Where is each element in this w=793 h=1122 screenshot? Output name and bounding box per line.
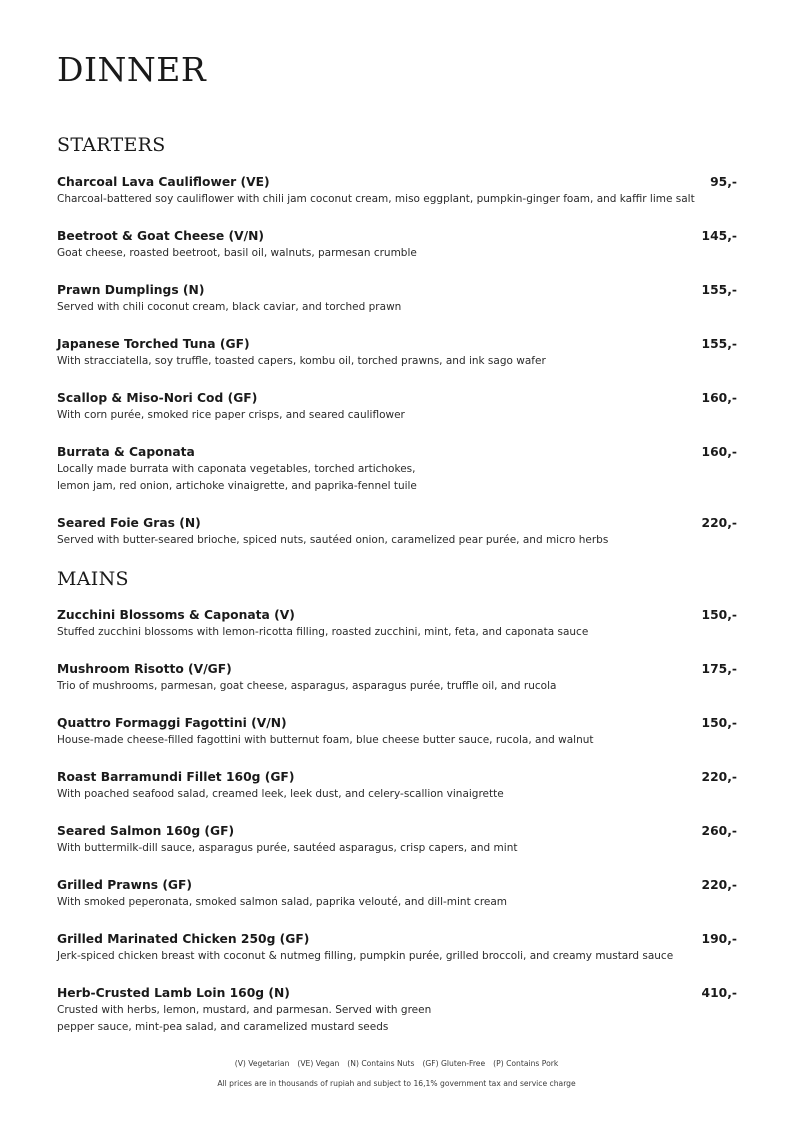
menu-item-price: 150,- <box>701 716 737 730</box>
page-title: DINNER <box>57 50 207 89</box>
menu-item-description: Charcoal-battered soy cauliflower with chili jam coconut cream, miso eggplant, pumpkin-ginger foam, and kaffir lime salt <box>57 193 695 205</box>
menu-item-description: With stracciatella, soy truffle, toasted capers, kombu oil, torched prawns, and ink sago wafer <box>57 355 546 367</box>
menu-item-description: pepper sauce, mint-pea salad, and caramelized mustard seeds <box>57 1021 389 1033</box>
menu-item-header <box>57 443 737 461</box>
menu-item <box>57 227 737 262</box>
menu-item-header <box>57 660 737 678</box>
legend-entry: (VE) Vegan <box>297 1059 340 1068</box>
menu-item-header <box>57 930 737 948</box>
menu-item-description: Served with chili coconut cream, black caviar, and torched prawn <box>57 301 402 313</box>
menu-item-header <box>57 768 737 786</box>
menu-item <box>57 443 737 495</box>
menu-item-name: Grilled Marinated Chicken 250g (GF) <box>57 932 310 946</box>
menu-item-header <box>57 714 737 732</box>
menu-item <box>57 335 737 370</box>
menu-item-name: Herb-Crusted Lamb Loin 160g (N) <box>57 986 290 1000</box>
menu-item-name: Zucchini Blossoms & Caponata (V) <box>57 608 295 622</box>
legend-entry: (V) Vegetarian <box>234 1059 290 1068</box>
menu-item-name: Burrata & Caponata <box>57 445 195 459</box>
menu-item-description: With corn purée, smoked rice paper crisps, and seared cauliflower <box>57 409 405 421</box>
menu-item-header <box>57 984 737 1002</box>
menu-item-name: Roast Barramundi Fillet 160g (GF) <box>57 770 295 784</box>
menu-item-name: Japanese Torched Tuna (GF) <box>57 337 250 351</box>
menu-item-name: Beetroot & Goat Cheese (V/N) <box>57 229 264 243</box>
mains-list <box>57 606 737 1055</box>
menu-item-price: 190,- <box>701 932 737 946</box>
menu-item-description: With poached seafood salad, creamed leek, leek dust, and celery-scallion vinaigrette <box>57 788 504 800</box>
menu-item-header <box>57 606 737 624</box>
menu-item <box>57 281 737 316</box>
menu-item-header <box>57 876 737 894</box>
menu-item <box>57 822 737 857</box>
menu-item-header <box>57 173 737 191</box>
menu-item-header <box>57 335 737 353</box>
menu-item-header <box>57 514 737 532</box>
menu-item-price: 260,- <box>701 824 737 838</box>
section-title-mains: MAINS <box>57 568 129 590</box>
menu-item-name: Charcoal Lava Cauliflower (VE) <box>57 175 270 189</box>
menu-item-description: With buttermilk-dill sauce, asparagus purée, sautéed asparagus, crisp capers, and mint <box>57 842 518 854</box>
menu-item-price: 95,- <box>710 175 737 189</box>
legend-entry: (P) Contains Pork <box>493 1059 559 1068</box>
menu-item-name: Seared Salmon 160g (GF) <box>57 824 235 838</box>
menu-item-description: With smoked peperonata, smoked salmon salad, paprika velouté, and dill-mint cream <box>57 896 508 908</box>
menu-item-price: 160,- <box>701 391 737 405</box>
menu-item-price: 160,- <box>701 445 737 459</box>
menu-item-price: 175,- <box>701 662 737 676</box>
menu-item-description: Jerk-spiced chicken breast with coconut & nutmeg filling, pumpkin purée, grilled broccoli, and creamy mustard sauce <box>57 950 674 962</box>
menu-item-description: Locally made burrata with caponata vegetables, torched artichokes, <box>57 463 416 475</box>
menu-item-name: Prawn Dumplings (N) <box>57 283 205 297</box>
menu-item-price: 145,- <box>701 229 737 243</box>
menu-item-description: Goat cheese, roasted beetroot, basil oil, walnuts, parmesan crumble <box>57 247 417 259</box>
menu-item <box>57 714 737 749</box>
dietary-legend <box>0 1059 793 1069</box>
menu-item-name: Seared Foie Gras (N) <box>57 516 201 530</box>
menu-item <box>57 514 737 549</box>
menu-item-price: 155,- <box>701 283 737 297</box>
menu-item <box>57 984 737 1036</box>
menu-item-description: Served with butter-seared brioche, spiced nuts, sautéed onion, caramelized pear purée, and micro herbs <box>57 534 609 546</box>
menu-item-description: Crusted with herbs, lemon, mustard, and parmesan. Served with green <box>57 1004 432 1016</box>
menu-item-name: Grilled Prawns (GF) <box>57 878 193 892</box>
menu-item-header <box>57 389 737 407</box>
menu-item <box>57 930 737 965</box>
menu-item-name: Scallop & Miso-Nori Cod (GF) <box>57 391 258 405</box>
legend-entry: (N) Contains Nuts <box>347 1059 415 1068</box>
menu-item-price: 220,- <box>701 516 737 530</box>
menu-item-header <box>57 227 737 245</box>
menu-item-price: 220,- <box>701 878 737 892</box>
legend-entry: (GF) Gluten-Free <box>422 1059 486 1068</box>
starters-list <box>57 173 737 568</box>
menu-item-description: Stuffed zucchini blossoms with lemon-ricotta filling, roasted zucchini, mint, feta, and caponata sauce <box>57 626 589 638</box>
menu-item-price: 150,- <box>701 608 737 622</box>
menu-item <box>57 606 737 641</box>
menu-item-description: Trio of mushrooms, parmesan, goat cheese, asparagus, asparagus purée, truffle oil, and rucola <box>57 680 557 692</box>
price-note: All prices are in thousands of rupiah and subject to 16,1% government tax and service charge <box>217 1079 576 1088</box>
menu-item <box>57 173 737 208</box>
menu-item-price: 220,- <box>701 770 737 784</box>
menu-item-name: Mushroom Risotto (V/GF) <box>57 662 232 676</box>
menu-item-price: 410,- <box>701 986 737 1000</box>
menu-item-description: House-made cheese-filled fagottini with butternut foam, blue cheese butter sauce, rucola, and walnut <box>57 734 594 746</box>
menu-item <box>57 389 737 424</box>
menu-item-header <box>57 281 737 299</box>
menu-item <box>57 876 737 911</box>
menu-item-name: Quattro Formaggi Fagottini (V/N) <box>57 716 287 730</box>
menu-item <box>57 660 737 695</box>
menu-item <box>57 768 737 803</box>
section-title-starters: STARTERS <box>57 134 166 156</box>
menu-item-price: 155,- <box>701 337 737 351</box>
menu-item-header <box>57 822 737 840</box>
menu-item-description: lemon jam, red onion, artichoke vinaigrette, and paprika-fennel tuile <box>57 480 417 492</box>
